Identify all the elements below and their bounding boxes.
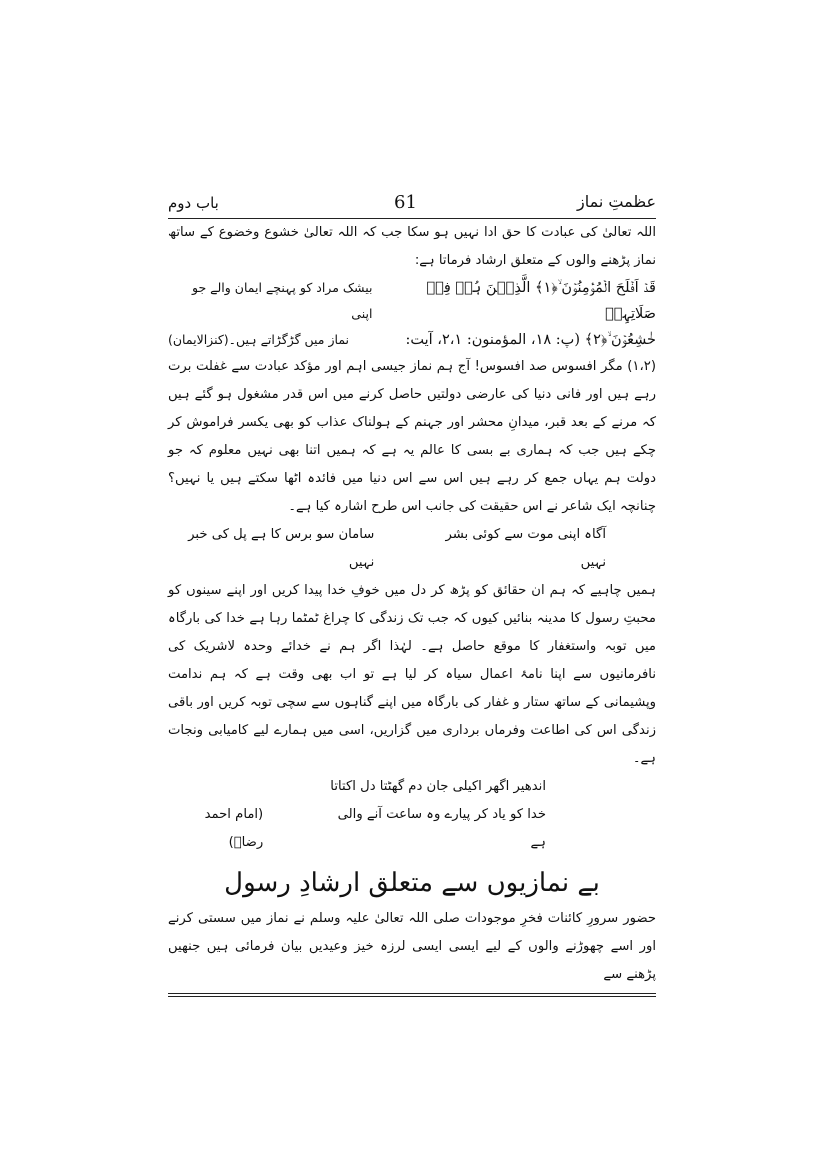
poem-line-2-row — [168, 801, 656, 857]
section-heading: بے نمازیوں سے متعلق ارشادِ رسول — [224, 868, 600, 898]
ayah-translation-1: بیشک مراد کو پہنچے ایمان والے جو اپنی — [192, 280, 373, 321]
footer-rule — [168, 993, 656, 994]
ayah-arabic-1: قَدۡ اَفۡلَحَ الۡمُؤۡمِنُوۡنَ ۙ﴿۱﴾ الَّذِیۡنَ ہُمۡ فِیۡ صَلَاتِہِمۡ — [426, 280, 656, 322]
closing-paragraph: حضور سرورِ کائنات فخرِ موجودات صلی اللہ تعالیٰ علیہ وسلم نے نماز میں سستی کرنے اور اسے چھوڑنے والوں کے لیے ایسی ایسی لرزہ خیز وعیدیں بیان فرمائی ہیں جنھیں پڑھنے سے — [168, 911, 656, 982]
poem-line-1: اندھیر اگھر اکیلی جان دم گھٹتا دل اکتاتا — [330, 779, 546, 794]
poem-attribution: (امام احمد رضاؔ) — [204, 807, 264, 850]
page-content — [168, 190, 656, 997]
ayah-translation-2: نماز میں گڑگڑاتے ہیں۔(کنزالایمان) — [168, 332, 350, 347]
poetry-couplet — [168, 521, 656, 577]
main-paragraph: (۱،۲) مگر افسوس صد افسوس! آج ہم نماز جیسی اہم اور مؤکد عبادت سے غفلت برت رہے ہیں اور فانی دنیا کی عارضی دولتیں حاصل کرنے میں اس قدر مشغول ہو گئے ہیں کہ مرنے کے بعد قبر، میدانِ محشر اور جہنم کے ہولناک عذاب کو بھی یکسر فراموش کر چکے ہیں جب کہ ہماری بے بسی کا عالم یہ ہے کہ ہمیں اتنا بھی نہیں معلوم کہ جو دولت ہم یہاں جمع کر رہے ہیں اس سے اس دنیا میں فائدہ اٹھا سکتے ہیں یا نہیں؟ چنانچہ ایک شاعر نے اس حقیقت کی جانب اس طرح اشارہ کیا ہے۔ — [168, 359, 656, 514]
quran-ayah-line-1 — [168, 275, 656, 327]
footer-rule-double — [168, 996, 656, 997]
advice-paragraph: ہمیں چاہیے کہ ہم ان حقائق کو پڑھ کر دل میں خوفِ خدا پیدا کریں اور اپنے سینوں کو محبتِ رسول کا مدینہ بنائیں کیوں کہ جب تک زندگی کا چراغ ٹمٹما رہا ہے خدا کی بارگاہ میں توبہ واستغفار کا موقع حاصل ہے۔ لہٰذا اگر ہم نے خدائے وحدہ لاشریک کی نافرمانیوں سے اپنا نامۂ اعمال سیاہ کر لیا ہے تو اب بھی وقت ہے کہ ہم ندامت وپشیمانی کے ساتھ ستار و غفار کی بارگاہ میں اپنے گناہوں سے سچی توبہ کریں اور باقی زندگی اس کی اطاعت وفرماں برداری میں گزاریں، اسی میں ہمارے لیے کامیابی ونجات ہے۔ — [168, 583, 656, 766]
quran-ayah-line-2 — [168, 327, 656, 353]
ayah-arabic-2: خٰشِعُوۡنَ ۙ﴿۲﴾ (پ: ۱۸، المؤمنون: ۲،۱، آیت: — [405, 332, 656, 348]
chapter-title: باب دوم — [168, 194, 219, 212]
couplet-first-line: آگاہ اپنی موت سے کوئی بشر نہیں — [445, 527, 606, 570]
page-number: 61 — [394, 192, 417, 213]
intro-paragraph: اللہ تعالیٰ کی عبادت کا حق ادا نہیں ہو سکا جب کہ اللہ تعالیٰ خشوع وخضوع کے ساتھ نماز پڑھنے والوں کے متعلق ارشاد فرماتا ہے: — [168, 225, 656, 268]
poem-line-2: خدا کو یاد کر پیارے وہ ساعت آنے والی ہے — [337, 807, 546, 850]
page-header — [168, 190, 656, 218]
book-title: عظمتِ نماز — [576, 192, 656, 211]
couplet-second-line: سامان سو برس کا ہے پل کی خبر نہیں — [188, 527, 375, 570]
